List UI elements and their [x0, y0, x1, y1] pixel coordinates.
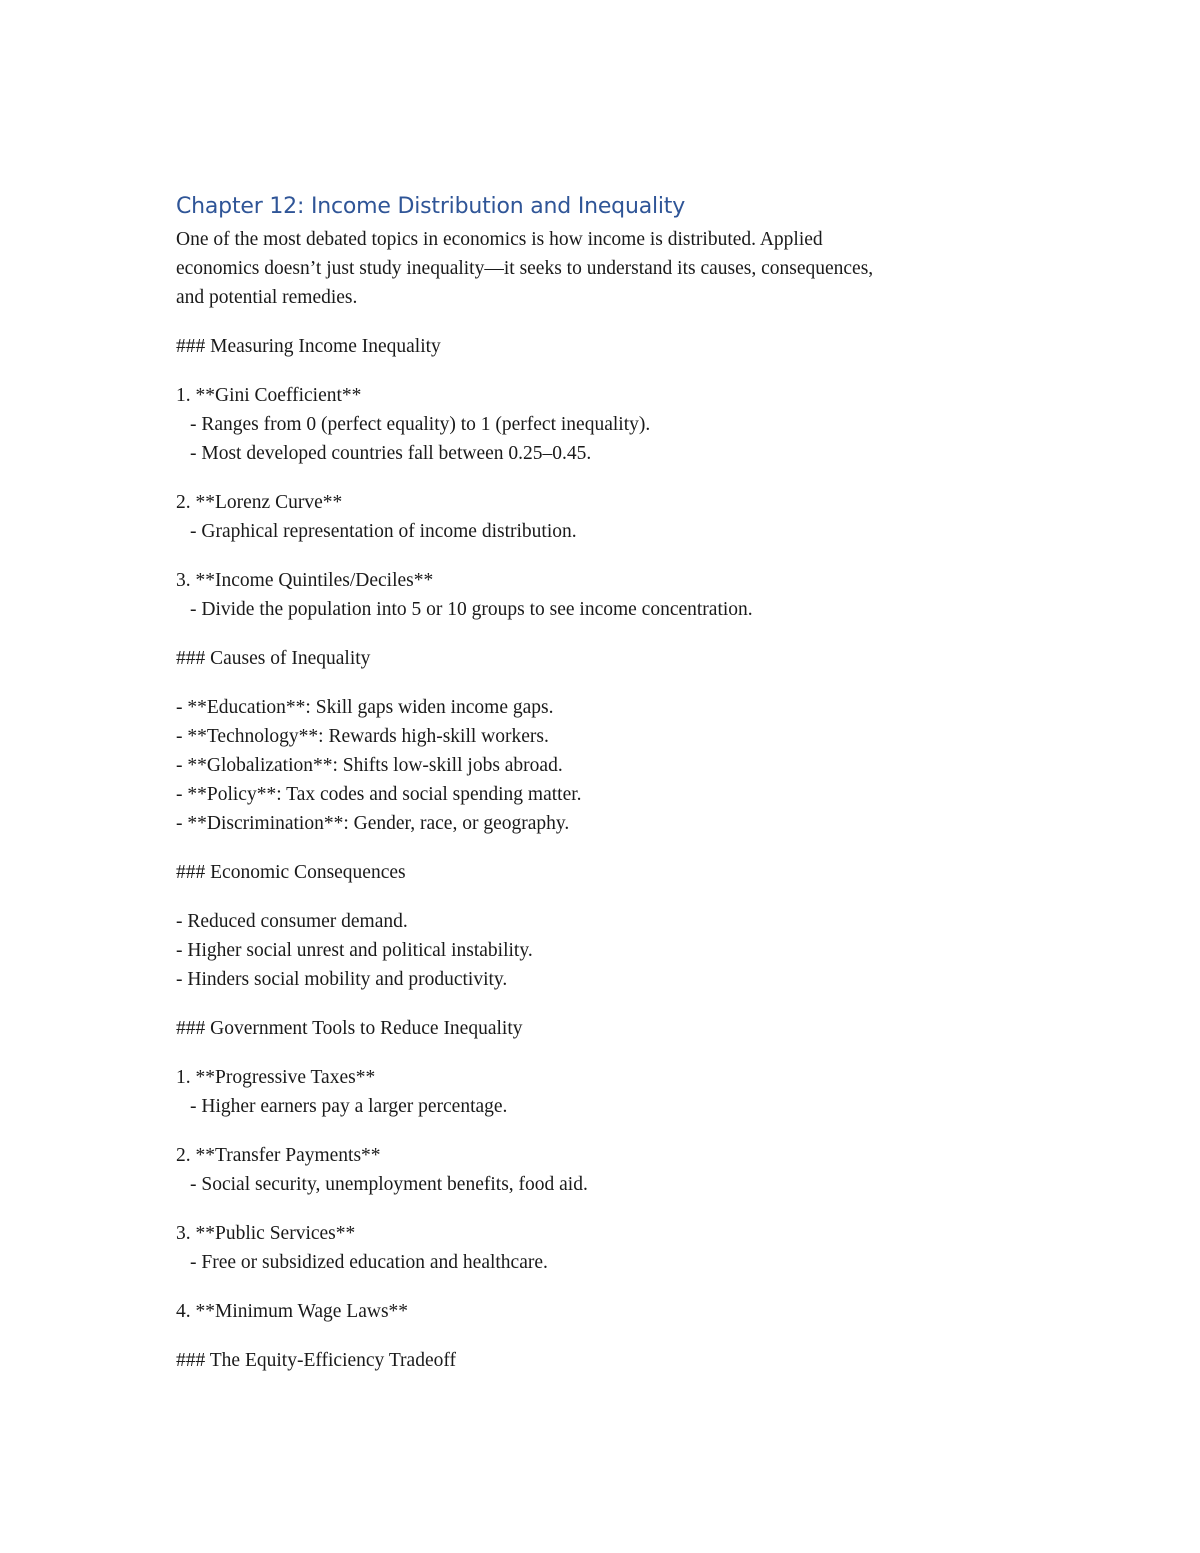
section-heading-government-tools: ### Government Tools to Reduce Inequality: [176, 1018, 523, 1039]
section-heading-tradeoff: ### The Equity-Efficiency Tradeoff: [176, 1350, 456, 1371]
section-heading-consequences: ### Economic Consequences: [176, 862, 406, 883]
list-item-label: 2. **Transfer Payments**: [176, 1145, 381, 1166]
list-item-label: 2. **Lorenz Curve**: [176, 492, 343, 513]
list-item-sub: - Free or subsidized education and healthcare.: [190, 1252, 548, 1273]
chapter-title: Chapter 12: Income Distribution and Inequality: [176, 194, 686, 219]
intro-line: One of the most debated topics in economics is how income is distributed. Applied: [176, 229, 823, 250]
list-item-label: 4. **Minimum Wage Laws**: [176, 1301, 409, 1322]
list-item-label: 1. **Gini Coefficient**: [176, 385, 362, 406]
list-item-sub: - Ranges from 0 (perfect equality) to 1 (perfect inequality).: [190, 414, 651, 435]
list-item-sub: - Higher earners pay a larger percentage.: [190, 1096, 508, 1117]
bullet-item: - **Policy**: Tax codes and social spending matter.: [176, 784, 582, 805]
list-item-label: 3. **Public Services**: [176, 1223, 356, 1244]
list-item-label: 1. **Progressive Taxes**: [176, 1067, 376, 1088]
intro-line: and potential remedies.: [176, 287, 358, 308]
intro-line: economics doesn’t just study inequality—it seeks to understand its causes, consequences,: [176, 258, 874, 279]
section-heading-measuring: ### Measuring Income Inequality: [176, 336, 441, 357]
bullet-item: - Hinders social mobility and productivity.: [176, 969, 508, 990]
list-item-sub: - Social security, unemployment benefits, food aid.: [190, 1174, 588, 1195]
intro-paragraph: [176, 225, 1016, 312]
list-item-sub: - Most developed countries fall between 0.25–0.45.: [190, 443, 592, 464]
section-heading-causes: ### Causes of Inequality: [176, 648, 371, 669]
document-body: [176, 190, 1016, 1375]
list-item-sub: - Divide the population into 5 or 10 groups to see income concentration.: [190, 599, 753, 620]
bullet-item: - **Education**: Skill gaps widen income gaps.: [176, 697, 554, 718]
list-item-sub: - Graphical representation of income distribution.: [190, 521, 577, 542]
bullet-item: - Higher social unrest and political instability.: [176, 940, 533, 961]
bullet-item: - **Globalization**: Shifts low-skill jobs abroad.: [176, 755, 563, 776]
list-item-label: 3. **Income Quintiles/Deciles**: [176, 570, 434, 591]
bullet-item: - Reduced consumer demand.: [176, 911, 408, 932]
bullet-item: - **Technology**: Rewards high-skill workers.: [176, 726, 549, 747]
bullet-item: - **Discrimination**: Gender, race, or geography.: [176, 813, 570, 834]
